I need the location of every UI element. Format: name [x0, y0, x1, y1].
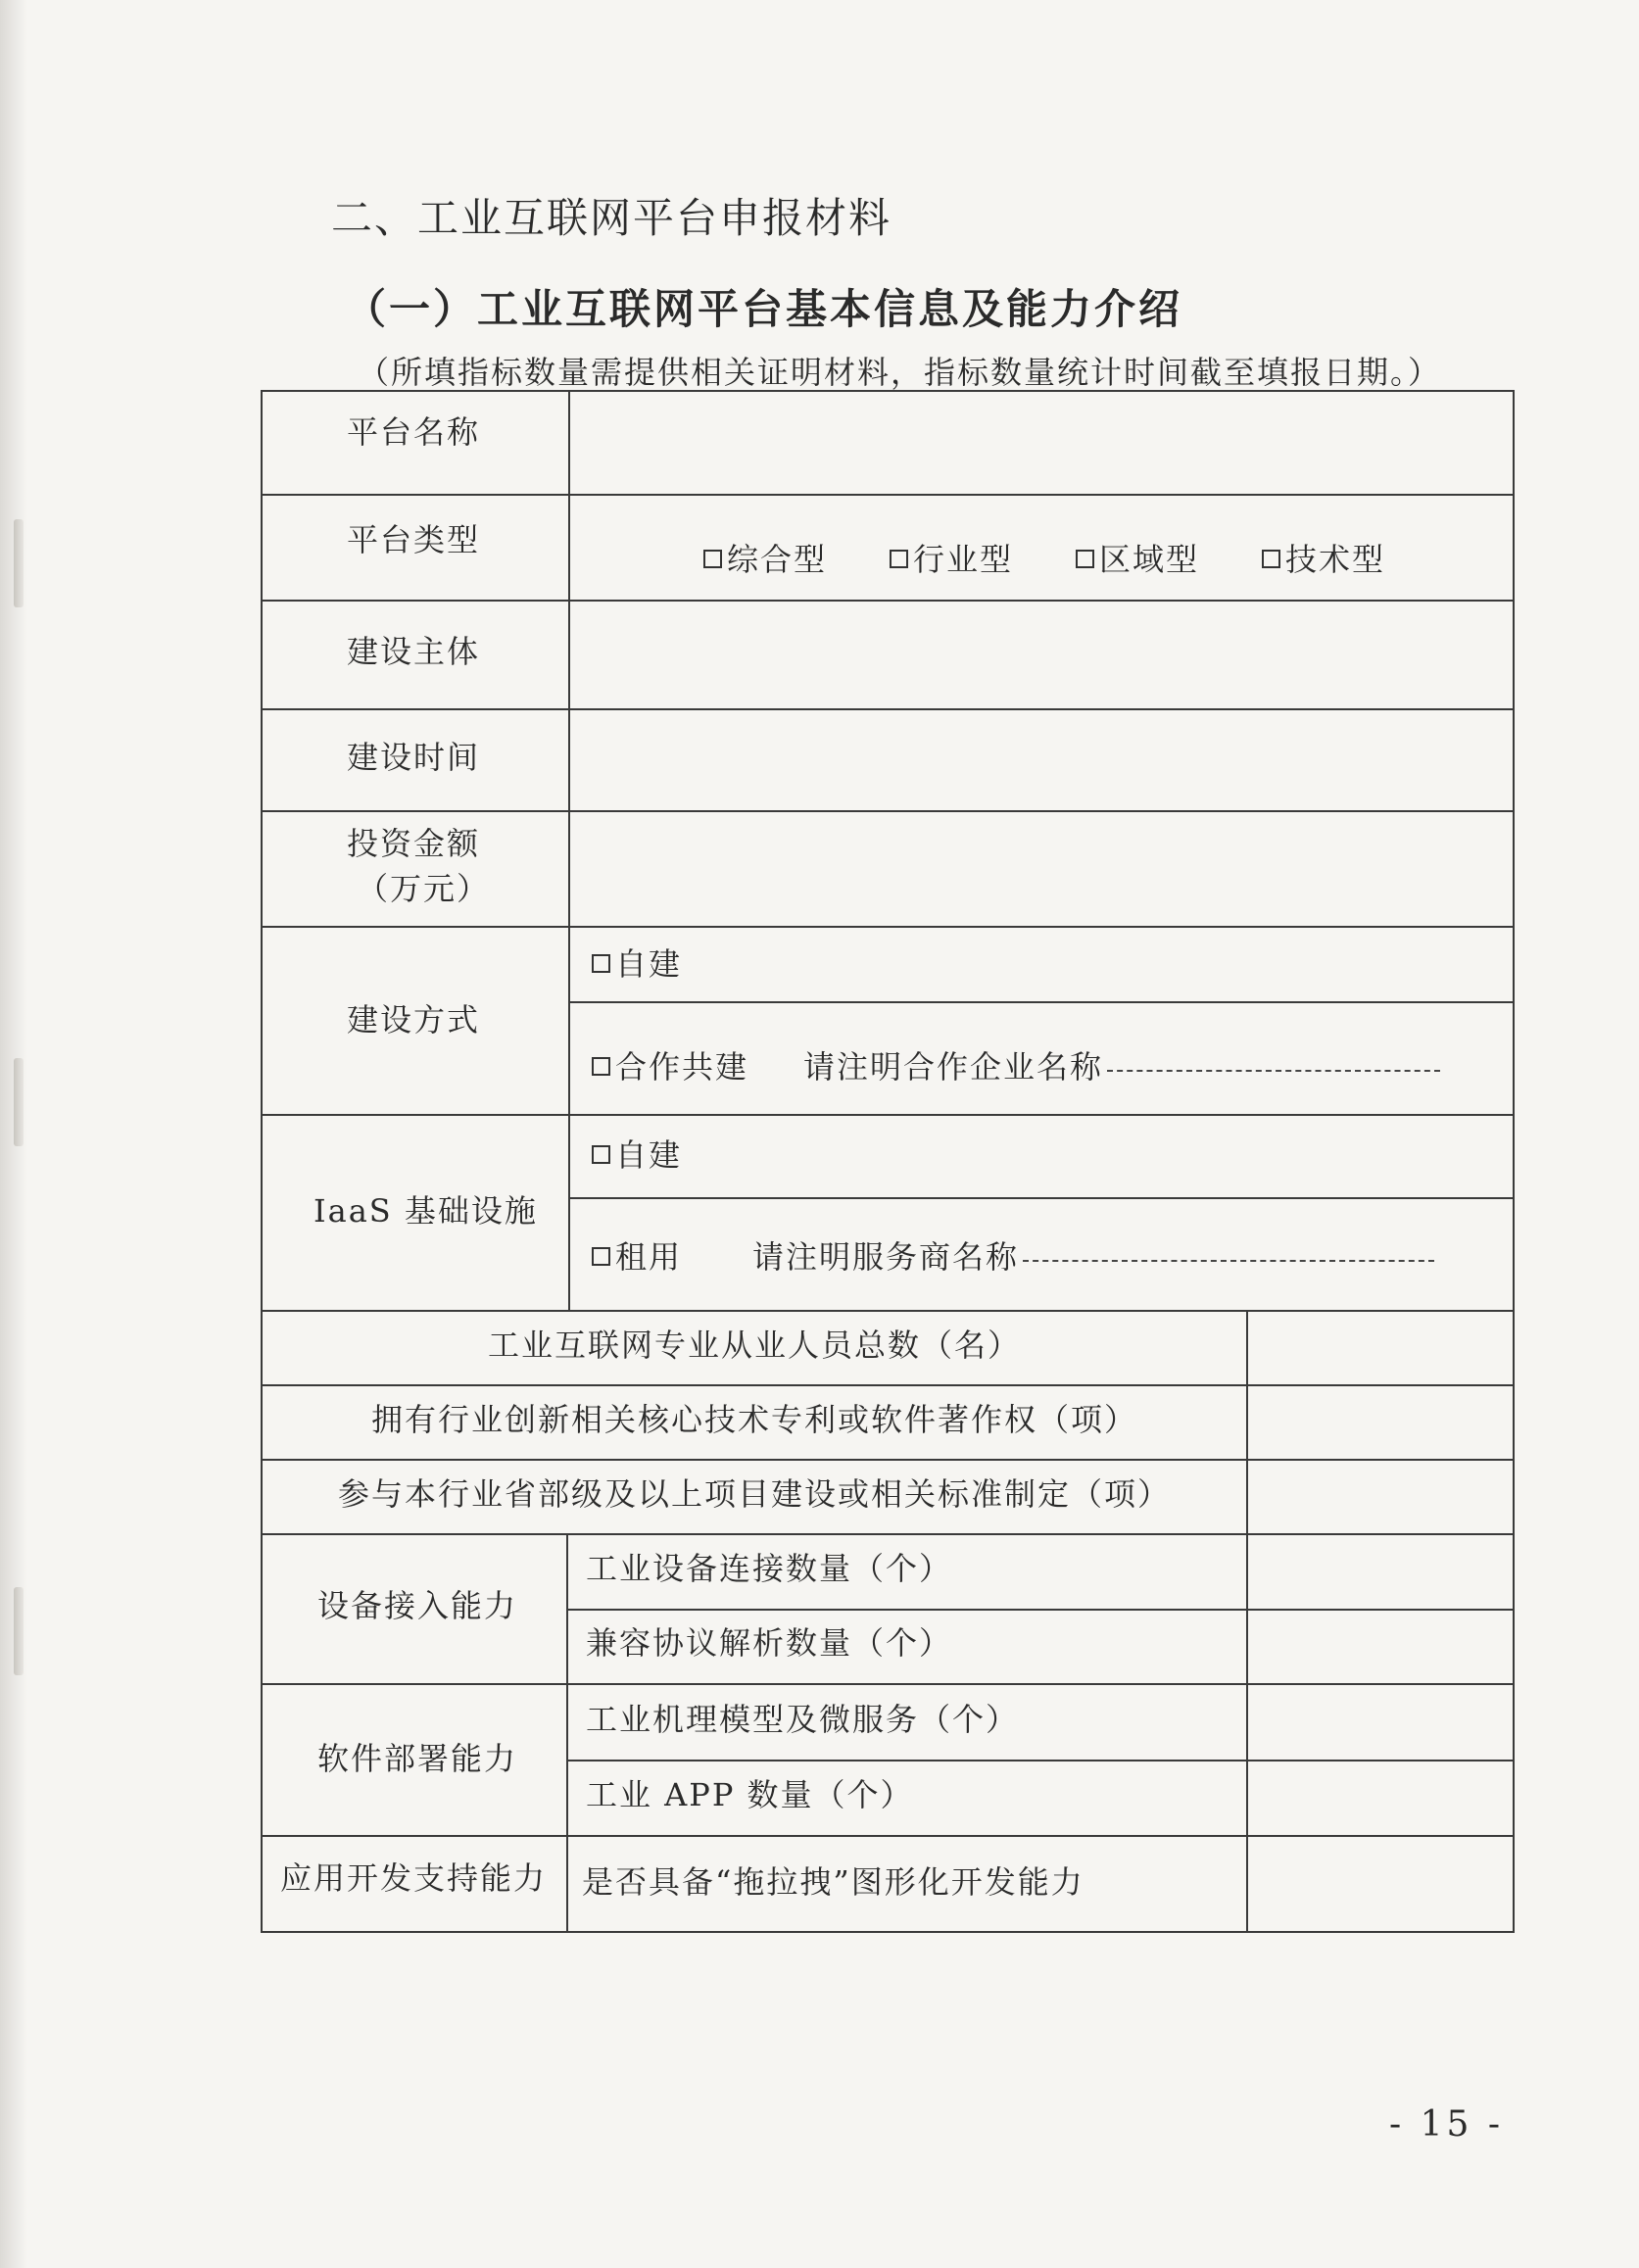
iaas-self-option[interactable]	[592, 1134, 682, 1177]
row-divider	[263, 926, 1515, 928]
section-heading: 二、工业互联网平台申报材料	[331, 194, 892, 242]
column-divider	[1246, 1310, 1248, 1933]
row-divider	[566, 1760, 1515, 1761]
app-count-label: 工业 APP 数量（个）	[586, 1776, 914, 1813]
type-option-label: 技术型	[1285, 541, 1386, 578]
subsection-heading: （一）工业互联网平台基本信息及能力介绍	[345, 285, 1183, 333]
row-divider	[263, 1310, 1515, 1312]
type-option-industry[interactable]	[890, 539, 1013, 581]
build-mode-coop-option[interactable]	[592, 1046, 748, 1088]
row-divider	[263, 1683, 1515, 1685]
binding-staple	[14, 519, 24, 607]
checkbox-icon[interactable]	[1262, 550, 1280, 568]
option-label: 自建	[615, 945, 683, 983]
checkbox-icon[interactable]	[703, 550, 722, 568]
row-divider	[263, 1114, 1515, 1116]
build-time-label: 建设时间	[347, 739, 481, 776]
row-divider	[263, 708, 1515, 710]
service-provider-hint: 请注明服务商名称	[752, 1238, 1020, 1276]
build-mode-label: 建设方式	[347, 1001, 481, 1038]
row-divider	[568, 1001, 1515, 1003]
row-divider	[263, 1459, 1515, 1461]
protocol-count-label: 兼容协议解析数量（个）	[586, 1624, 953, 1662]
type-option-label: 区域型	[1099, 541, 1200, 578]
row-divider	[263, 1533, 1515, 1535]
checkbox-icon[interactable]	[592, 1057, 610, 1076]
checkbox-icon[interactable]	[890, 550, 908, 568]
investment-label: 投资金额	[347, 825, 481, 862]
projects-label: 参与本行业省部级及以上项目建设或相关标准制定（项）	[337, 1475, 1171, 1513]
row-divider	[263, 600, 1515, 602]
coop-partner-hint: 请注明合作企业名称	[803, 1048, 1104, 1086]
fill-note: （所填指标数量需提供相关证明材料，指标数量统计时间截至填报日期。）	[358, 354, 1442, 391]
type-option-regional[interactable]	[1076, 539, 1199, 581]
checkbox-icon[interactable]	[592, 1247, 610, 1266]
drag-drop-label: 是否具备“拖拉拽”图形化开发能力	[582, 1863, 1085, 1901]
coop-partner-field[interactable]	[803, 1046, 1440, 1088]
fill-in-line[interactable]	[1107, 1070, 1440, 1072]
row-divider	[566, 1609, 1515, 1611]
binding-staple	[14, 1058, 24, 1146]
service-provider-field[interactable]	[752, 1236, 1434, 1279]
type-option-label: 行业型	[913, 541, 1014, 578]
platform-name-label: 平台名称	[347, 413, 481, 451]
software-deploy-label: 软件部署能力	[317, 1740, 518, 1777]
binding-staple	[14, 1587, 24, 1675]
fill-in-line[interactable]	[1023, 1260, 1434, 1262]
device-count-label: 工业设备连接数量（个）	[586, 1550, 953, 1587]
option-label: 租用	[615, 1238, 683, 1276]
row-divider	[568, 1197, 1515, 1199]
patents-label: 拥有行业创新相关核心技术专利或软件著作权（项）	[370, 1401, 1137, 1438]
checkbox-icon[interactable]	[592, 1145, 610, 1164]
checkbox-icon[interactable]	[1076, 550, 1094, 568]
option-label: 自建	[615, 1136, 683, 1174]
option-label: 合作共建	[615, 1048, 749, 1086]
row-divider	[263, 1384, 1515, 1386]
iaas-label: IaaS 基础设施	[313, 1192, 538, 1230]
iaas-rent-option[interactable]	[592, 1236, 682, 1279]
row-divider	[263, 494, 1515, 496]
row-divider	[263, 1835, 1515, 1837]
column-divider	[566, 1533, 568, 1933]
device-access-label: 设备接入能力	[317, 1587, 518, 1624]
app-dev-support-label: 应用开发支持能力	[280, 1859, 548, 1897]
row-divider	[263, 810, 1515, 812]
type-option-comprehensive[interactable]	[703, 539, 827, 581]
builder-label: 建设主体	[347, 633, 481, 670]
investment-unit-label: （万元）	[357, 870, 491, 907]
platform-type-label: 平台类型	[347, 521, 481, 558]
type-option-label: 综合型	[727, 541, 828, 578]
page-number: - 15 -	[1389, 2104, 1505, 2145]
type-option-technical[interactable]	[1262, 539, 1385, 581]
build-mode-self-option[interactable]	[592, 943, 682, 986]
application-form-table	[261, 390, 1515, 1933]
staff-count-label: 工业互联网专业从业人员总数（名）	[487, 1327, 1021, 1364]
model-count-label: 工业机理模型及微服务（个）	[586, 1701, 1020, 1738]
column-divider	[568, 392, 570, 1310]
checkbox-icon[interactable]	[592, 954, 610, 973]
